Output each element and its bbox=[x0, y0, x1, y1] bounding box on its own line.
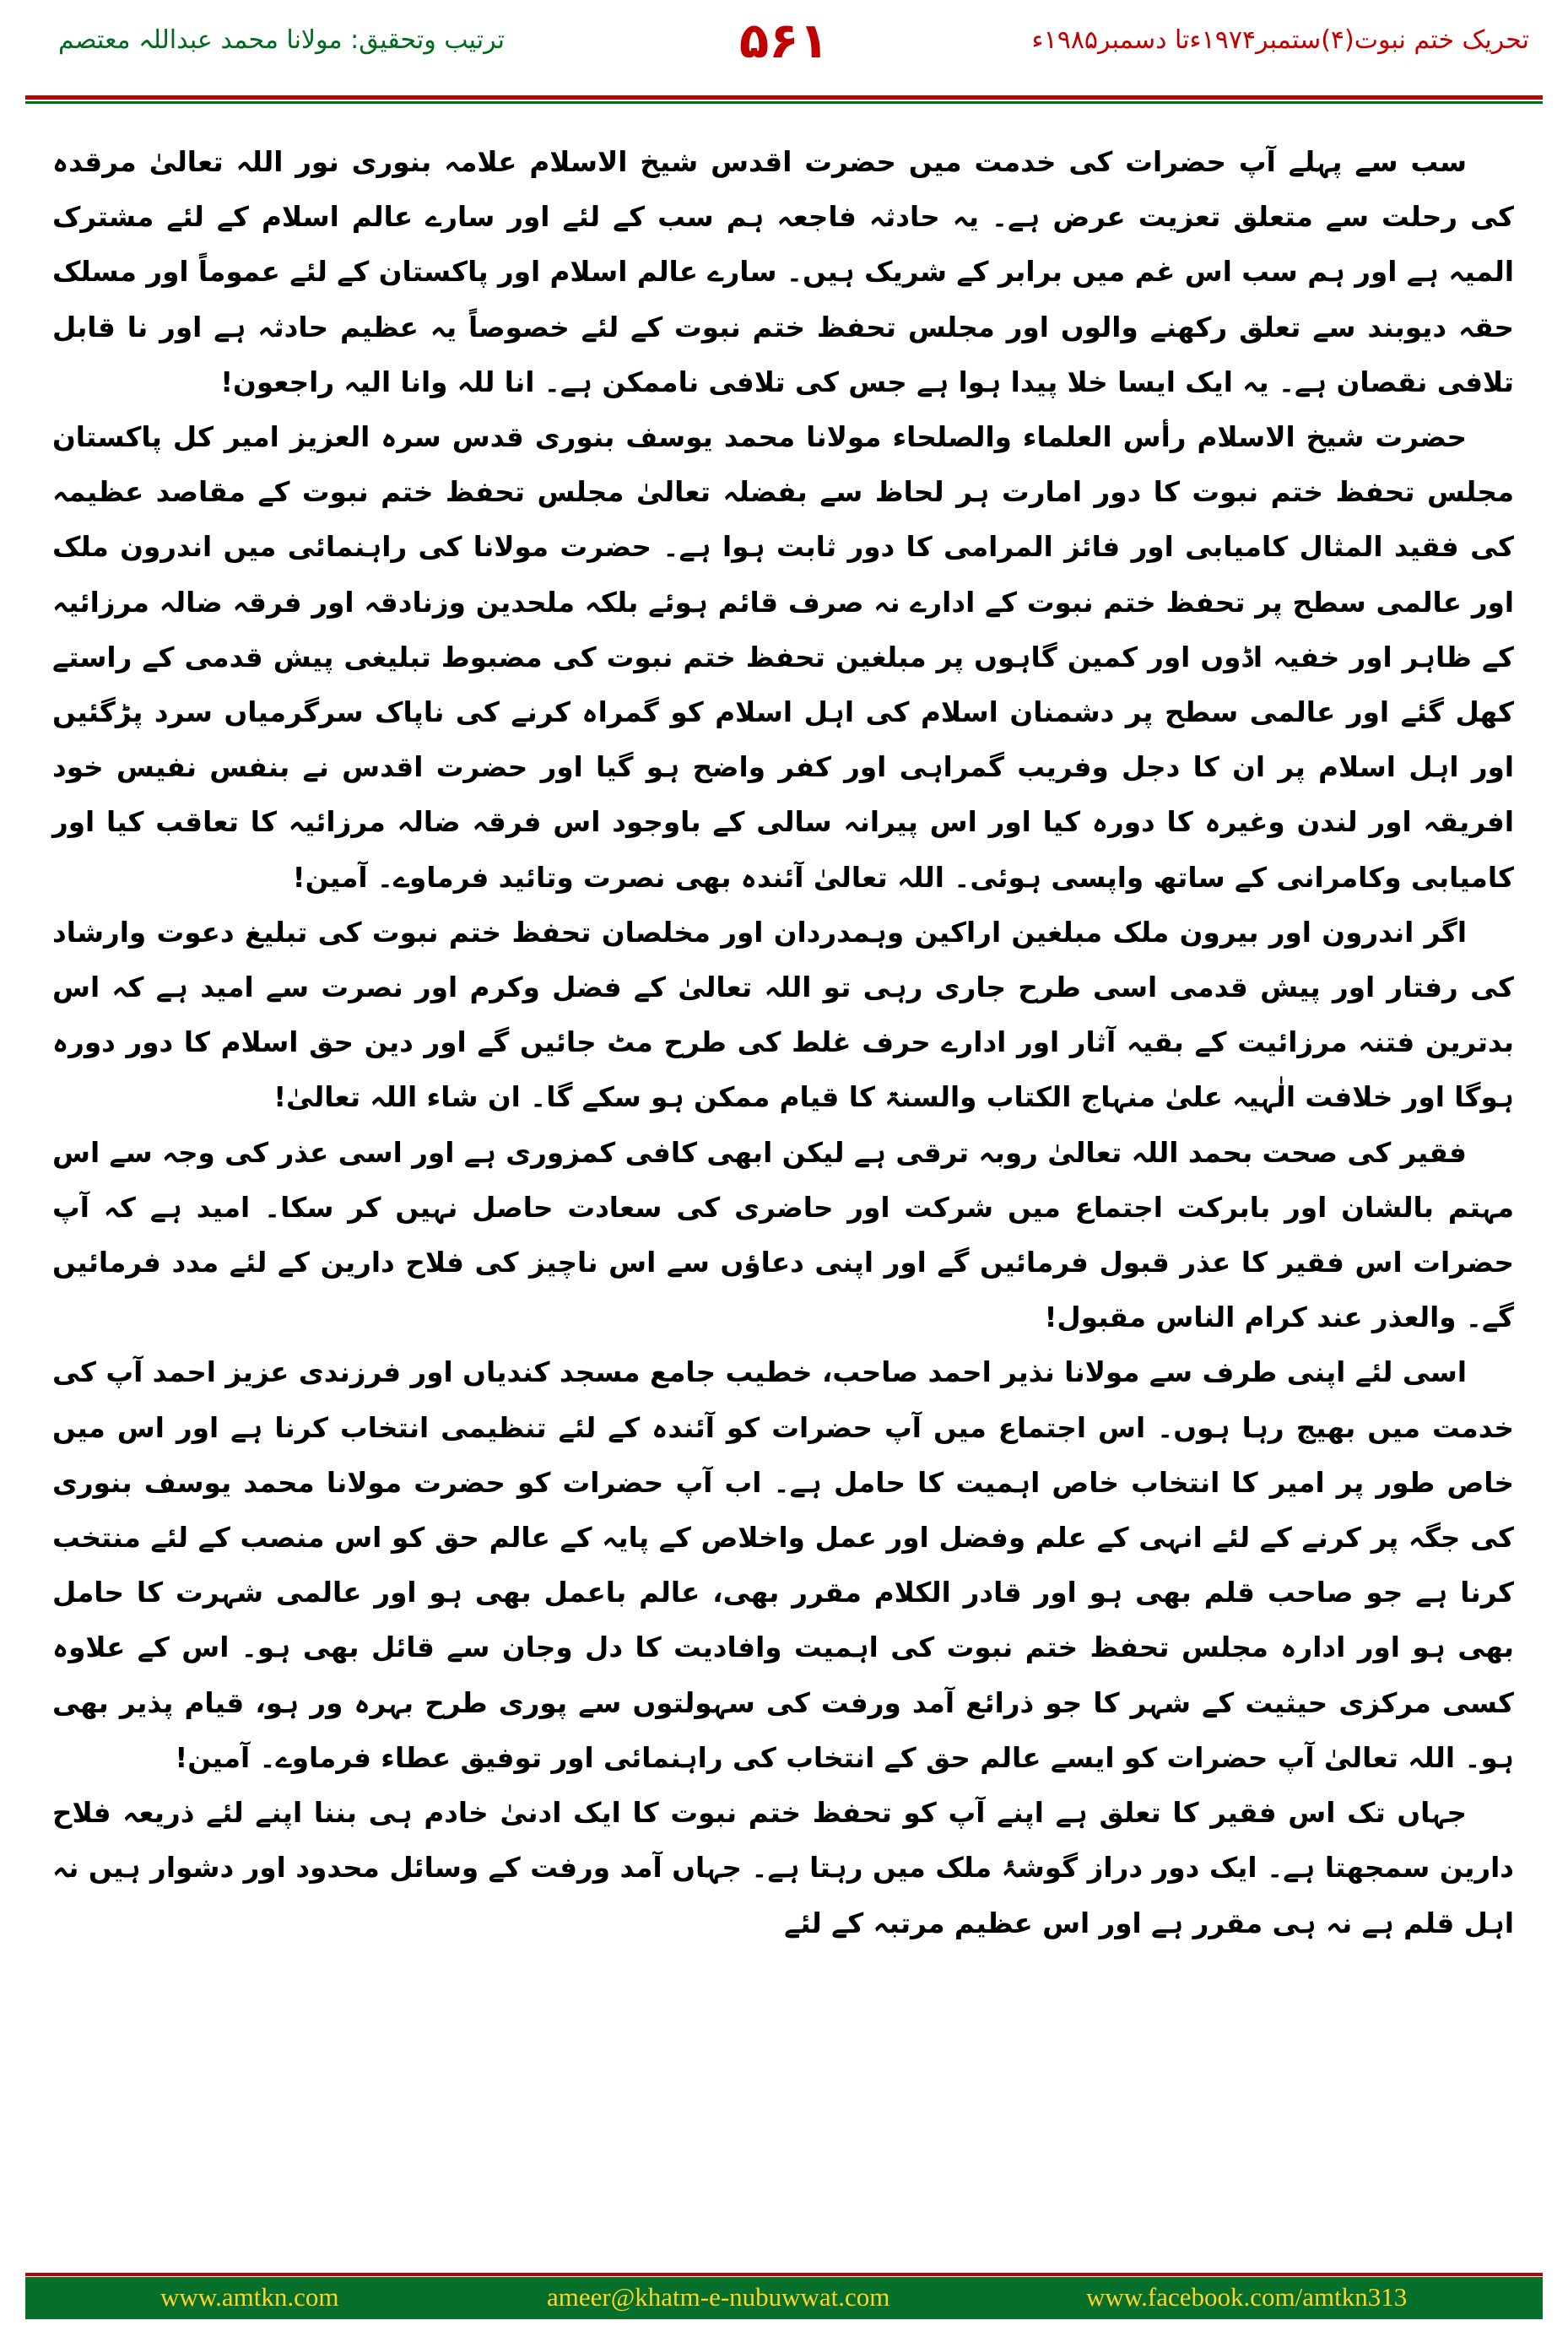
footer-email-link[interactable]: ameer@khatm-e-nubuwwat.com bbox=[547, 2282, 890, 2312]
page-number: ۵۶۱ bbox=[738, 12, 830, 69]
header-divider-red bbox=[25, 95, 1543, 100]
paragraph-leadership: حضرت شیخ الاسلام رأس العلماء والصلحاء مولانا محمد یوسف بنوری قدس سرہ العزیز امیر کل پاکستان مجلس تحفظ ختم نبوت کا دور امارت ہر لحاظ سے بفضلہ تعالیٰ مجلس تحفظ ختم نبوت کے مقاصد عظیمہ کی فقید المثال کامیابی اور فائز المرامی کا دور ثابت ہوا ہے۔ حضرت مولانا کی راہنمائی میں اندرون ملک اور عالمی سطح پر تحفظ ختم نبوت کے ادارے نہ صرف قائم ہوئے بلکہ ملحدین وزنادقہ اور فرقہ ضالہ مرزائیہ کے ظاہر اور خفیہ اڈوں اور کمین گاہوں پر مبلغین تحفظ ختم نبوت کی مضبوط تبلیغی پیش قدمی کے راستے کھل گئے اور عالمی سطح پر دشمنان اسلام کی اہل اسلام کو گمراہ کرنے کی ناپاک سرگرمیاں سرد پڑگئیں اور اہل اسلام پر ان کا دجل وفریب گمراہی اور کفر واضح ہو گیا اور حضرت اقدس نے بنفس نفیس خود افریقہ اور لندن وغیرہ کا دورہ کیا اور اس پیرانہ سالی کے باوجود اس فرقہ ضالہ مرزائیہ کا تعاقب کیا اور کامیابی وکامرانی کے ساتھ واپسی ہوئی۔ اللہ تعالیٰ آئندہ بھی نصرت وتائید فرماوے۔ آمین! bbox=[52, 421, 1514, 894]
paragraph-condolence: سب سے پہلے آپ حضرات کی خدمت میں حضرت اقدس شیخ الاسلام علامہ بنوری نور اللہ تعالیٰ مرقدہ کی رحلت سے متعلق تعزیت عرض ہے۔ یہ حادثہ فاجعہ ہم سب کے لئے اور سارے عالم اسلام کے لئے مشترک المیہ ہے اور ہم سب اس غم میں برابر کے شریک ہیں۔ سارے عالم اسلام اور پاکستان کے لئے عموماً اور مسلک حقہ دیوبند سے تعلق رکھنے والوں اور مجلس تحفظ ختم نبوت کے لئے خصوصاً یہ عظیم حادثہ ہے اور نا قابل تلافی نقصان ہے۔ یہ ایک ایسا خلا پیدا ہوا ہے جس کی تلافی ناممکن ہے۔ انا للہ وانا الیہ راجعون! bbox=[52, 146, 1514, 398]
paragraph-hope: اگر اندرون اور بیرون ملک مبلغین اراکین وہمدردان اور مخلصان تحفظ ختم نبوت کی تبلیغ دعوت وارشاد کی رفتار اور پیش قدمی اسی طرح جاری رہی تو اللہ تعالیٰ کے فضل وکرم اور نصرت سے امید ہے کہ اس بدترین فتنہ مرزائیت کے بقیہ آثار اور ادارے حرف غلط کی طرح مٹ جائیں گے اور دین حق اسلام کا دور دورہ ہوگا اور خلافت الٰہیہ علیٰ منہاج الکتاب والسنۃ کا قیام ممکن ہو سکے گا۔ ان شاء اللہ تعالیٰ! bbox=[52, 916, 1514, 1114]
paragraph-self: جہاں تک اس فقیر کا تعلق ہے اپنے آپ کو تحفظ ختم نبوت کا ایک ادنیٰ خادم ہی بننا اپنے لئے ذریعہ فلاح دارین سمجھتا ہے۔ ایک دور دراز گوشۂ ملک میں رہتا ہے۔ جہاں آمد ورفت کے وسائل محدود اور دشوار ہیں نہ اہل قلم ہے نہ ہی مقرر ہے اور اس عظیم مرتبہ کے لئے bbox=[52, 1797, 1514, 1939]
body-text bbox=[52, 135, 1514, 2237]
footer-website-link[interactable]: www.amtkn.com bbox=[160, 2282, 339, 2312]
footer-facebook-link[interactable]: www.facebook.com/amtkn313 bbox=[1086, 2282, 1408, 2312]
paragraph-election: اسی لئے اپنی طرف سے مولانا نذیر احمد صاحب، خطیب جامع مسجد کندیاں اور فرزندی عزیز احمد آپ کی خدمت میں بھیج رہا ہوں۔ اس اجتماع میں آپ حضرات کو آئندہ کے لئے تنظیمی انتخاب کرنا ہے اور اس میں خاص طور پر امیر کا انتخاب خاص اہمیت کا حامل ہے۔ اب آپ حضرات کو حضرت مولانا محمد یوسف بنوری کی جگہ پر کرنے کے لئے انہی کے علم وفضل اور عمل واخلاص کے پایہ کے عالم حق کو اس منصب کے لئے منتخب کرنا ہے جو صاحب قلم بھی ہو اور قادر الکلام مقرر بھی، عالم باعمل بھی ہو اور عالمی شہرت کا حامل بھی ہو اور ادارہ مجلس تحفظ ختم نبوت کی اہمیت وافادیت کا دل وجان سے قائل بھی ہو۔ اس کے علاوہ کسی مرکزی حیثیت کے شہر کا جو ذرائع آمد ورفت کی سہولتوں سے پوری طرح بہرہ ور ہو، قیام پذیر بھی ہو۔ اللہ تعالیٰ آپ حضرات کو ایسے عالم حق کے انتخاب کی راہنمائی اور توفیق عطاء فرماوے۔ آمین! bbox=[52, 1356, 1514, 1774]
series-title: تحریک ختم نبوت(۴)ستمبر۱۹۷۴ءتا دسمبر۱۹۸۵ء bbox=[1031, 25, 1529, 55]
paragraph-health: فقیر کی صحت بحمد اللہ تعالیٰ روبہ ترقی ہے لیکن ابھی کافی کمزوری ہے اور اسی عذر کی وجہ سے اس مہتم بالشان اور بابرکت اجتماع میں شرکت اور حاضری کی سعادت حاصل نہیں کر سکا۔ امید ہے کہ آپ حضرات اس فقیر کا عذر قبول فرمائیں گے اور اپنی دعاؤں سے اس ناچیز کی فلاح دارین کے لئے مدد فرمائیں گے۔ والعذر عند کرام الناس مقبول! bbox=[52, 1136, 1514, 1334]
page-footer bbox=[25, 2277, 1543, 2319]
header-divider-green bbox=[25, 101, 1543, 104]
footer-divider bbox=[25, 2273, 1543, 2276]
page-header bbox=[0, 0, 1568, 115]
compiler-credit: ترتیب وتحقیق: مولانا محمد عبداللہ معتصم bbox=[58, 25, 505, 55]
